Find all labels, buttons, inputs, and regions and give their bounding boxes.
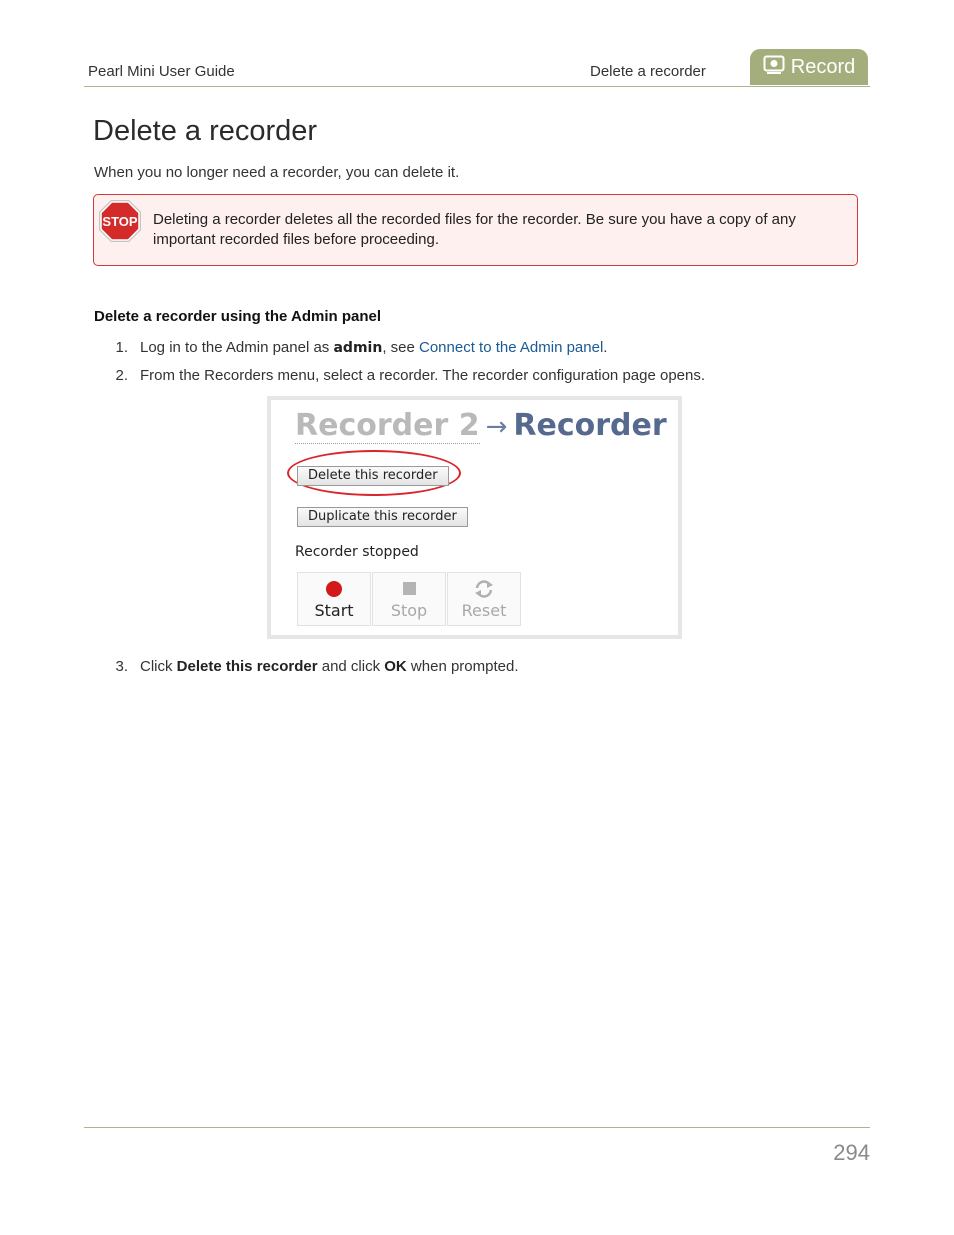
recorder-status: Recorder stopped — [295, 544, 419, 560]
guide-title: Pearl Mini User Guide — [88, 63, 235, 80]
ok-term: OK — [384, 658, 407, 675]
warning-text: Deleting a recorder deletes all the recorded files for the recorder. Be sure you have a copy of any important recorded files before proceeding. — [153, 211, 796, 248]
header-section-title: Delete a recorder — [590, 63, 706, 80]
stop-square-icon — [373, 579, 445, 601]
recorder-config-screenshot — [267, 396, 682, 639]
delete-recorder-term: Delete this recorder — [176, 658, 318, 675]
reset-arrows-icon — [448, 579, 520, 601]
breadcrumb-parent: Recorder 2 — [295, 408, 480, 443]
step-3-middle: and click — [317, 658, 385, 675]
step-3-number: 3. — [115, 658, 128, 675]
step-3-text — [140, 658, 519, 675]
section-heading: Delete a recorder using the Admin panel — [94, 308, 382, 325]
connect-admin-panel-link[interactable]: Connect to the Admin panel — [419, 339, 604, 356]
admin-keyword: admin — [333, 340, 383, 356]
stop-sign-icon — [98, 199, 142, 243]
breadcrumb-current: Recorder — [513, 408, 667, 443]
reset-label: Reset — [461, 601, 507, 620]
step-1-number: 1. — [115, 339, 128, 356]
step-1-middle: , see — [382, 339, 419, 356]
record-dot-icon — [298, 579, 370, 601]
warning-callout — [93, 194, 858, 266]
start-control — [297, 572, 371, 626]
page-title: Delete a recorder — [93, 115, 318, 147]
intro-paragraph: When you no longer need a recorder, you can delete it. — [94, 164, 460, 181]
step-2-text: From the Recorders menu, select a recorder. The recorder configuration page opens. — [140, 367, 706, 384]
step-3-after: when prompted. — [406, 658, 519, 675]
stop-control — [372, 572, 446, 626]
record-tab — [750, 49, 868, 85]
step-3-before: Click — [140, 658, 177, 675]
page-number: 294 — [833, 1140, 870, 1165]
start-label: Start — [314, 601, 354, 620]
footer-divider — [84, 1127, 870, 1128]
step-1-after: . — [603, 339, 608, 356]
step-1-text — [140, 339, 607, 356]
record-tab-label: Record — [790, 55, 856, 78]
step-1-before: Log in to the Admin panel as — [140, 339, 334, 356]
stop-label: Stop — [390, 601, 428, 620]
duplicate-recorder-button: Duplicate this recorder — [297, 507, 468, 527]
breadcrumb-arrow: → — [485, 412, 508, 442]
reset-control — [447, 572, 521, 626]
svg-text:STOP: STOP — [102, 214, 138, 229]
header-divider — [84, 86, 870, 87]
figure-breadcrumb — [295, 408, 667, 443]
delete-recorder-button: Delete this recorder — [297, 466, 449, 486]
step-2-number: 2. — [115, 367, 128, 384]
record-icon — [763, 55, 785, 80]
